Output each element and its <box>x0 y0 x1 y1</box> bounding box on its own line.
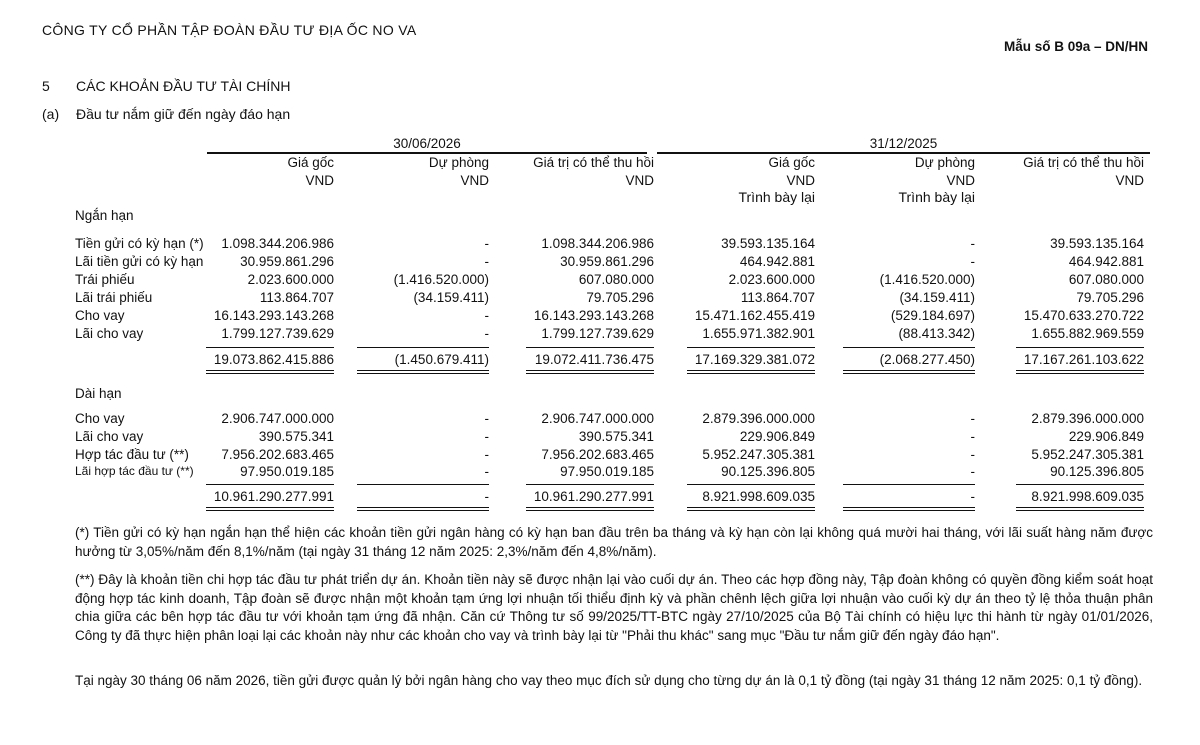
company-name: CÔNG TY CỔ PHẦN TẬP ĐOÀN ĐẦU TƯ ĐỊA ỐC NO VA <box>42 22 417 38</box>
table-cell: 39.593.135.164 <box>721 236 815 251</box>
table-cell: - <box>484 308 489 323</box>
table-cell: (1.416.520.000) <box>879 272 975 287</box>
subtotal-rule <box>1016 510 1144 511</box>
table-cell: 97.950.019.185 <box>240 464 334 479</box>
table-cell: 390.575.341 <box>578 429 654 444</box>
table-cell: 97.950.019.185 <box>560 464 654 479</box>
subtotal-rule <box>206 484 334 485</box>
row-label: Cho vay <box>75 411 125 426</box>
table-cell: 2.879.396.000.000 <box>1031 411 1144 426</box>
subtotal-rule <box>843 347 975 348</box>
note-managed-deposit: Tại ngày 30 tháng 06 năm 2026, tiền gửi được quản lý bởi ngân hàng cho vay theo mục đích sử dụng cho từng dự án là 0,1 tỷ đồng (tại ngày 31 tháng 12 năm 2025: 0,1 tỷ đồng). <box>75 673 1143 688</box>
table-cell: - <box>484 254 489 269</box>
column-header-unit: VND <box>460 173 489 188</box>
column-header-unit: VND <box>1115 173 1144 188</box>
table-cell: 90.125.396.805 <box>1050 464 1144 479</box>
table-cell: 7.956.202.683.465 <box>221 447 334 462</box>
table-cell: (529.184.697) <box>890 308 975 323</box>
table-cell: - <box>970 236 975 251</box>
table-cell: - <box>484 489 489 504</box>
table-cell: 7.956.202.683.465 <box>541 447 654 462</box>
row-label: Cho vay <box>75 308 125 323</box>
table-cell: 1.799.127.739.629 <box>221 326 334 341</box>
table-cell: (34.159.411) <box>413 290 489 305</box>
table-cell: 10.961.290.277.991 <box>533 489 654 504</box>
table-cell: 5.952.247.305.381 <box>702 447 815 462</box>
table-cell: 113.864.707 <box>259 290 334 305</box>
column-header-label: Giá trị có thể thu hồi <box>1023 155 1144 170</box>
column-header-label: Dự phòng <box>914 155 975 170</box>
subtotal-rule <box>843 373 975 374</box>
subtotal-rule <box>1016 370 1144 371</box>
table-cell: 16.143.293.143.268 <box>533 308 654 323</box>
subtotal-rule <box>206 510 334 511</box>
table-cell: 17.169.329.381.072 <box>694 352 815 367</box>
period-header-2: 31/12/2025 <box>869 136 938 151</box>
subtotal-rule <box>687 347 815 348</box>
table-cell: - <box>484 326 489 341</box>
table-cell: - <box>484 447 489 462</box>
table-cell: 30.959.861.296 <box>560 254 654 269</box>
form-number: Mẫu số B 09a – DN/HN <box>1003 39 1148 54</box>
column-header-restated: Trình bày lại <box>738 189 815 205</box>
table-cell: 30.959.861.296 <box>240 254 334 269</box>
subtotal-rule <box>357 484 489 485</box>
table-cell: 229.906.849 <box>1068 429 1144 444</box>
note-investment-cooperation: (**) Đây là khoản tiền chi hợp tác đầu tư phát triển dự án. Khoản tiền này sẽ được nhận lại vào cuối dự án. Theo các hợp đồng này, Tập đoàn không có quyền đồng kiểm soát hoạt động hợp tác kinh doanh, Tập đoàn sẽ được nhận một khoản tạm ứng lợi nhuận tối thiểu định kỳ và phần chênh lệch giữa lợi nhuận vào cuối kỳ dự án theo tỷ lệ thỏa thuận phân chia giữa các bên hợp tác đầu tư với khoản tạm ứng đã nhận. Căn cứ Thông tư số 99/2025/TT-BTC ngày 27/10/2025 của Bộ Tài chính có hiệu lực thi hành từ ngày 01/01/2026, Công ty đã thực hiện phân loại lại các khoản này như các khoản cho vay và trình bày lại từ "Phải thu khác" sang mục "Đầu tư nắm giữ đến ngày đáo hạn". <box>75 572 1153 643</box>
table-cell: - <box>484 429 489 444</box>
subtotal-rule <box>687 373 815 374</box>
row-label: Lãi cho vay <box>75 429 144 444</box>
table-cell: - <box>970 411 975 426</box>
column-header-label: Giá gốc <box>768 155 815 170</box>
subtotal-rule <box>843 510 975 511</box>
table-cell: 464.942.881 <box>1068 254 1144 269</box>
subtotal-rule <box>357 347 489 348</box>
table-cell: 1.655.882.969.559 <box>1031 326 1144 341</box>
subtotal-rule <box>357 510 489 511</box>
subtotal-rule <box>687 370 815 371</box>
table-cell: - <box>970 489 975 504</box>
row-label: Tiền gửi có kỳ hạn (*) <box>75 236 204 251</box>
table-cell: 2.906.747.000.000 <box>221 411 334 426</box>
table-cell: 113.864.707 <box>740 290 815 305</box>
table-cell: 79.705.296 <box>586 290 654 305</box>
subtotal-rule <box>526 484 654 485</box>
column-header-unit: VND <box>946 173 975 188</box>
section-title: CÁC KHOẢN ĐẦU TƯ TÀI CHÍNH <box>76 78 291 94</box>
subtotal-rule <box>1016 347 1144 348</box>
column-header-label: Dự phòng <box>428 155 489 170</box>
row-label: Lãi cho vay <box>75 326 144 341</box>
section-number: 5 <box>42 78 50 94</box>
table-cell: 229.906.849 <box>739 429 815 444</box>
row-label: Hợp tác đầu tư (**) <box>75 447 189 462</box>
subtotal-rule <box>206 347 334 348</box>
table-cell: 390.575.341 <box>258 429 334 444</box>
table-cell: 607.080.000 <box>578 272 654 287</box>
group-label-long-term: Dài hạn <box>75 386 122 401</box>
table-cell: 15.471.162.455.419 <box>694 308 815 323</box>
table-cell: - <box>484 236 489 251</box>
table-cell: 2.879.396.000.000 <box>702 411 815 426</box>
table-cell: 19.072.411.736.475 <box>534 352 654 367</box>
row-label: Lãi tiền gửi có kỳ hạn <box>75 254 204 269</box>
table-cell: 8.921.998.609.035 <box>1031 489 1144 504</box>
row-label: Lãi trái phiếu <box>75 290 153 305</box>
table-cell: - <box>970 254 975 269</box>
subtotal-rule <box>526 370 654 371</box>
subtotal-rule <box>526 507 654 508</box>
subtotal-rule <box>843 484 975 485</box>
table-cell: (2.068.277.450) <box>879 352 975 367</box>
subtotal-rule <box>526 347 654 348</box>
subtotal-rule <box>357 373 489 374</box>
table-cell: 1.799.127.739.629 <box>541 326 654 341</box>
subtotal-rule <box>357 370 489 371</box>
row-label: Lãi hợp tác đầu tư (**) <box>75 464 194 478</box>
subtotal-rule <box>526 510 654 511</box>
column-header-label: Giá trị có thể thu hồi <box>533 155 654 170</box>
subtotal-rule <box>526 373 654 374</box>
table-cell: 90.125.396.805 <box>721 464 815 479</box>
table-cell: 39.593.135.164 <box>1050 236 1144 251</box>
column-header-restated: Trình bày lại <box>898 189 975 205</box>
table-cell: 464.942.881 <box>739 254 815 269</box>
table-cell: (88.413.342) <box>898 326 975 341</box>
table-cell: 2.023.600.000 <box>247 272 334 287</box>
subtotal-rule <box>1016 373 1144 374</box>
table-cell: - <box>970 464 975 479</box>
table-cell: - <box>970 429 975 444</box>
subtotal-rule <box>206 507 334 508</box>
table-cell: 2.906.747.000.000 <box>541 411 654 426</box>
subtotal-rule <box>843 507 975 508</box>
table-cell: 1.098.344.206.986 <box>221 236 334 251</box>
note-term-deposit: (*) Tiền gửi có kỳ hạn ngắn hạn thể hiện các khoản tiền gửi ngân hàng có kỳ hạn ban đầu trên ba tháng và kỳ hạn còn lại không quá mười hai tháng, với lãi suất hàng năm được hưởng từ 3,05%/năm đến 8,1%/năm (tại ngày 31 tháng 12 năm 2025: 2,3%/năm đến 4,8%/năm). <box>75 525 1153 559</box>
subtotal-rule <box>1016 484 1144 485</box>
subtotal-rule <box>206 373 334 374</box>
table-cell: (1.450.679.411) <box>394 352 489 367</box>
subsection-number: (a) <box>42 106 60 122</box>
table-cell: - <box>484 411 489 426</box>
table-cell: (1.416.520.000) <box>393 272 489 287</box>
subtotal-rule <box>687 507 815 508</box>
subsection-title: Đầu tư nắm giữ đến ngày đáo hạn <box>76 106 291 122</box>
table-cell: 607.080.000 <box>1068 272 1144 287</box>
table-cell: 15.470.633.270.722 <box>1023 308 1144 323</box>
subtotal-rule <box>843 370 975 371</box>
table-cell: 19.073.862.415.886 <box>213 352 334 367</box>
table-cell: - <box>970 447 975 462</box>
group-label-short-term: Ngắn hạn <box>75 208 134 223</box>
table-cell: 16.143.293.143.268 <box>213 308 334 323</box>
table-cell: 17.167.261.103.622 <box>1023 352 1144 367</box>
column-header-unit: VND <box>305 173 334 188</box>
subtotal-rule <box>206 370 334 371</box>
table-cell: (34.159.411) <box>899 290 975 305</box>
subtotal-rule <box>1016 507 1144 508</box>
table-cell: 2.023.600.000 <box>728 272 815 287</box>
table-cell: 10.961.290.277.991 <box>213 489 334 504</box>
subtotal-rule <box>687 510 815 511</box>
column-header-unit: VND <box>786 173 815 188</box>
subtotal-rule <box>687 484 815 485</box>
column-header-unit: VND <box>625 173 654 188</box>
table-cell: 5.952.247.305.381 <box>1031 447 1144 462</box>
row-label: Trái phiếu <box>75 272 135 287</box>
table-cell: 79.705.296 <box>1076 290 1144 305</box>
column-header-label: Giá gốc <box>287 155 334 170</box>
period-header-1: 30/06/2026 <box>393 136 461 151</box>
subtotal-rule <box>357 507 489 508</box>
table-cell: - <box>484 464 489 479</box>
table-cell: 1.098.344.206.986 <box>541 236 654 251</box>
table-cell: 8.921.998.609.035 <box>702 489 815 504</box>
table-cell: 1.655.971.382.901 <box>702 326 815 341</box>
